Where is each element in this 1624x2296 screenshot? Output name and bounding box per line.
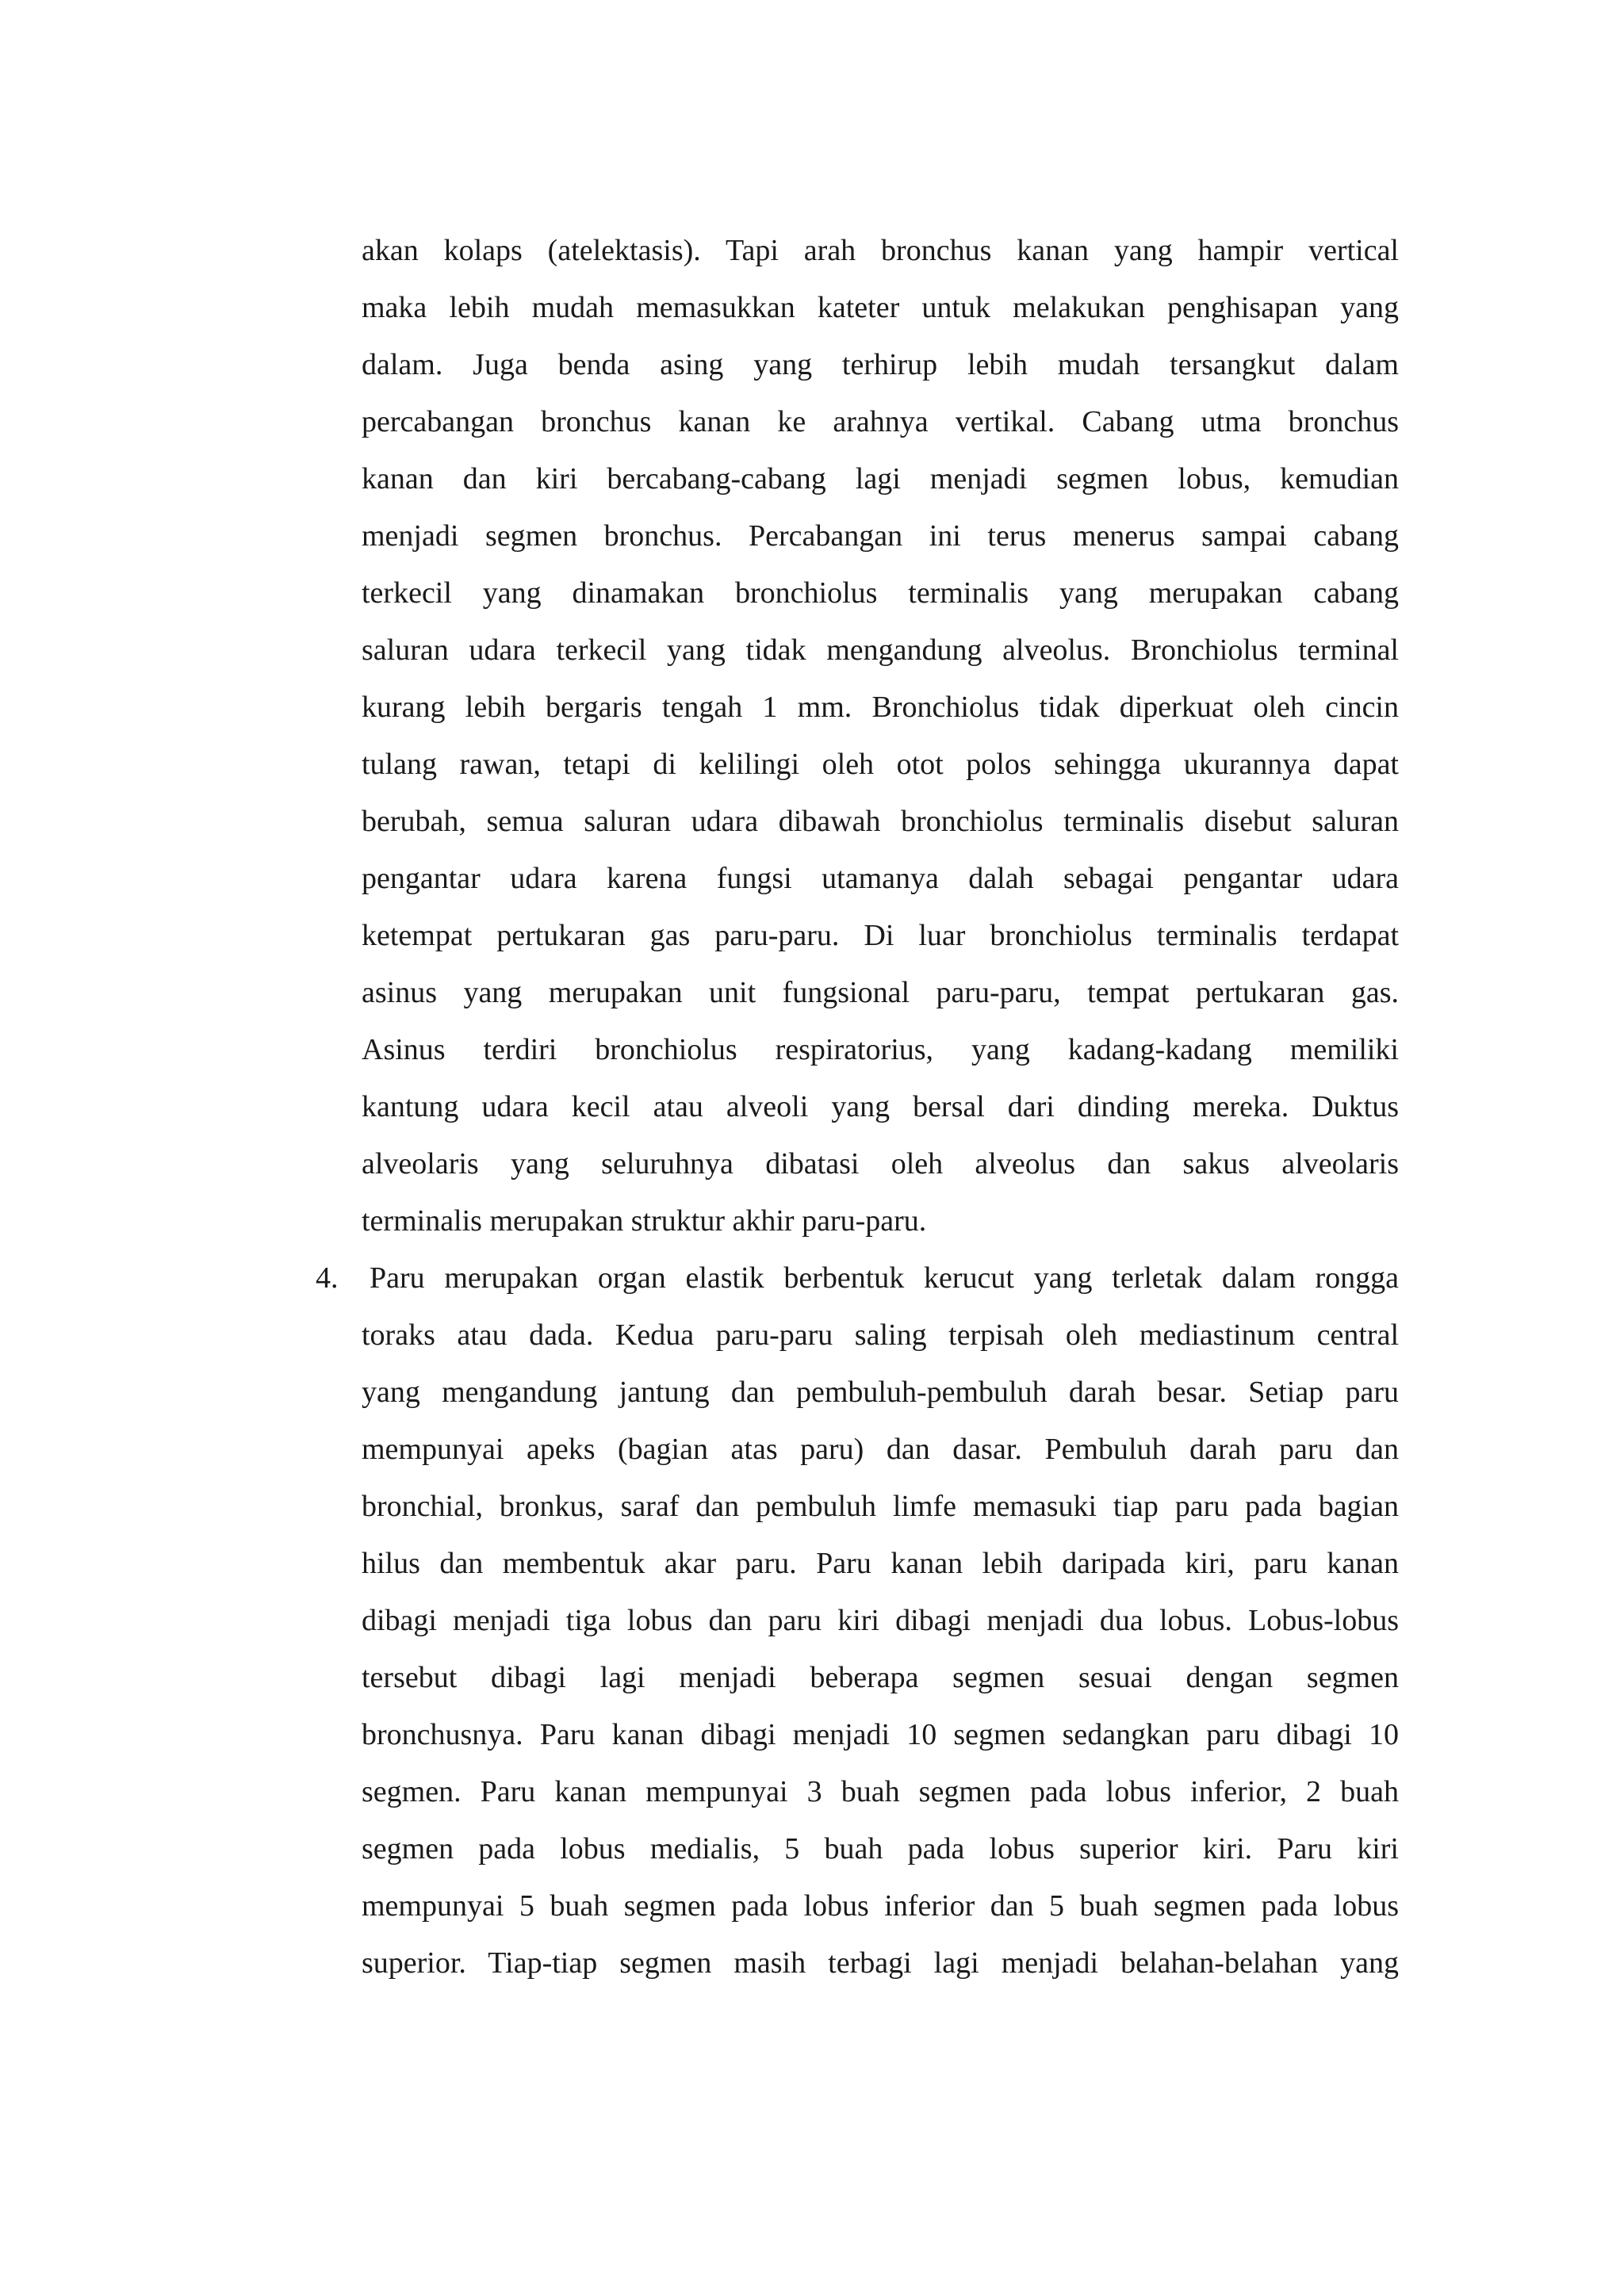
- text-line: tulang rawan, tetapi di kelilingi oleh otot polos sehingga ukurannya dapat: [362, 748, 1399, 781]
- text-line: segmen. Paru kanan mempunyai 3 buah segmen pada lobus inferior, 2 buah: [362, 1775, 1399, 1808]
- text-line: akan kolaps (atelektasis). Tapi arah bronchus kanan yang hampir vertical: [362, 234, 1399, 267]
- text-line: asinus yang merupakan unit fungsional paru-paru, tempat pertukaran gas.: [362, 976, 1399, 1009]
- text-line: segmen pada lobus medialis, 5 buah pada lobus superior kiri. Paru kiri: [362, 1832, 1399, 1866]
- text-line: terminalis merupakan struktur akhir paru-paru.: [362, 1204, 927, 1238]
- text-line: Asinus terdiri bronchiolus respiratorius, yang kadang-kadang memiliki: [362, 1033, 1399, 1066]
- text-line: percabangan bronchus kanan ke arahnya vertikal. Cabang utma bronchus: [362, 405, 1399, 438]
- text-line: bronchial, bronkus, saraf dan pembuluh limfe memasuki tiap paru pada bagian: [362, 1490, 1399, 1523]
- text-line: superior. Tiap-tiap segmen masih terbagi lagi menjadi belahan-belahan yang: [362, 1946, 1399, 1980]
- text-line: dibagi menjadi tiga lobus dan paru kiri dibagi menjadi dua lobus. Lobus-lobus: [362, 1604, 1399, 1637]
- text-line: berubah, semua saluran udara dibawah bronchiolus terminalis disebut saluran: [362, 805, 1399, 838]
- text-line: mempunyai 5 buah segmen pada lobus inferior dan 5 buah segmen pada lobus: [362, 1889, 1399, 1923]
- text-line: saluran udara terkecil yang tidak mengandung alveolus. Bronchiolus terminal: [362, 633, 1399, 667]
- text-line: kantung udara kecil atau alveoli yang bersal dari dinding mereka. Duktus: [362, 1090, 1399, 1123]
- text-line: kurang lebih bergaris tengah 1 mm. Bronchiolus tidak diperkuat oleh cincin: [362, 691, 1399, 724]
- text-line: yang mengandung jantung dan pembuluh-pembuluh darah besar. Setiap paru: [362, 1376, 1399, 1409]
- text-line: terkecil yang dinamakan bronchiolus terminalis yang merupakan cabang: [362, 576, 1399, 610]
- text-line: alveolaris yang seluruhnya dibatasi oleh alveolus dan sakus alveolaris: [362, 1147, 1399, 1181]
- list-item-number: 4.: [316, 1261, 339, 1295]
- text-line: bronchusnya. Paru kanan dibagi menjadi 10 segmen sedangkan paru dibagi 10: [362, 1718, 1399, 1751]
- text-line: hilus dan membentuk akar paru. Paru kanan lebih daripada kiri, paru kanan: [362, 1547, 1399, 1580]
- text-line: mempunyai apeks (bagian atas paru) dan dasar. Pembuluh darah paru dan: [362, 1433, 1399, 1466]
- text-line: toraks atau dada. Kedua paru-paru saling terpisah oleh mediastinum central: [362, 1318, 1399, 1352]
- text-line: pengantar udara karena fungsi utamanya dalah sebagai pengantar udara: [362, 862, 1399, 895]
- text-line: ketempat pertukaran gas paru-paru. Di luar bronchiolus terminalis terdapat: [362, 919, 1399, 952]
- text-line: kanan dan kiri bercabang-cabang lagi menjadi segmen lobus, kemudian: [362, 462, 1399, 496]
- text-line: tersebut dibagi lagi menjadi beberapa segmen sesuai dengan segmen: [362, 1661, 1399, 1694]
- text-line: Paru merupakan organ elastik berbentuk kerucut yang terletak dalam rongga: [370, 1261, 1399, 1295]
- text-line: maka lebih mudah memasukkan kateter untuk melakukan penghisapan yang: [362, 291, 1399, 324]
- text-line: dalam. Juga benda asing yang terhirup lebih mudah tersangkut dalam: [362, 348, 1399, 381]
- text-line: menjadi segmen bronchus. Percabangan ini terus menerus sampai cabang: [362, 519, 1399, 553]
